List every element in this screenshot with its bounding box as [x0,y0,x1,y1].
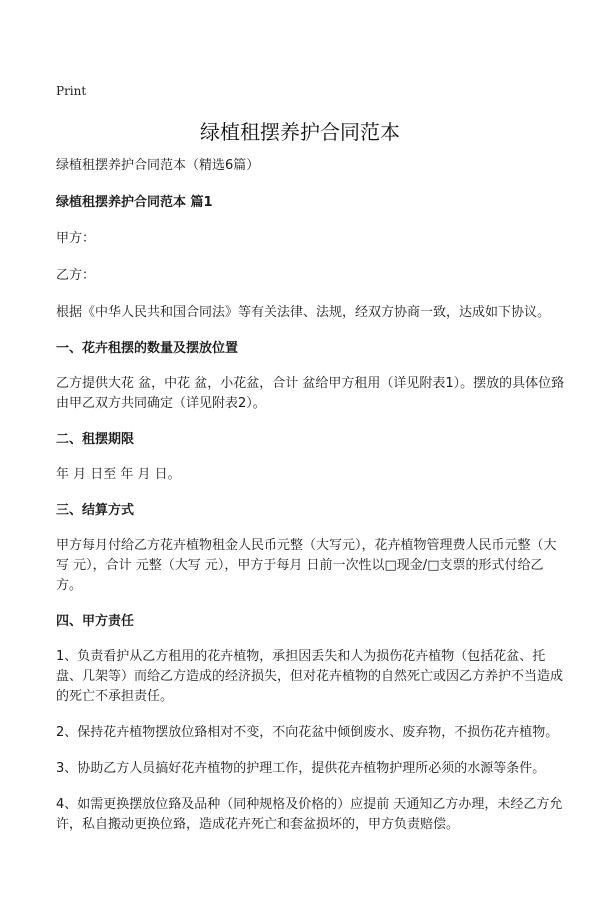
section-4-item: 4、如需更换摆放位臵及品种（同种规格及价格的）应提前 天通知乙方办理，未经乙方允许，私自搬动更换位臵，造成花卉死亡和套盆损坏的，甲方负责赔偿。 [56,797,563,832]
section-4-heading: 四、甲方责任 [56,614,135,629]
section-1-heading: 一、花卉租摆的数量及摆放位置 [56,341,239,356]
section-3-heading: 三、结算方式 [56,503,135,518]
party-a-line: 甲方： [56,231,96,246]
article-heading: 绿植租摆养护合同范本 篇1 [56,195,213,210]
document-title: 绿植租摆养护合同范本 [200,120,400,144]
intro-paragraph: 根据《中华人民共和国合同法》等有关法律、法规，经双方协商一致，达成如下协议。 [56,305,551,320]
document-body [56,156,566,835]
document-subtitle: 绿植租摆养护合同范本（精选6篇） [56,158,260,173]
section-4-item: 3、协助乙方人员搞好花卉植物的护理工作，提供花卉植物护理所必须的水源等条件。 [56,761,546,776]
section-2-body: 年 月 日至 年 月 日。 [56,467,181,482]
section-1-body: 乙方提供大花 盆，中花 盆，小花盆，合计 盆给甲方租用（详见附表1）。摆放的具体位臵由甲乙双方共同确定（详见附表2）。 [56,376,565,411]
section-2-heading: 二、租摆期限 [56,432,135,447]
section-4-item: 1、负责看护从乙方租用的花卉植物，承担因丢失和人为损伤花卉植物（包括花盆、托盘、几架等）而给乙方造成的经济损失，但对花卉植物的自然死亡或因乙方养护不当造成的死亡不承担责任。 [56,649,564,704]
print-label: Print [56,84,87,98]
party-b-line: 乙方： [56,268,96,283]
section-3-body: 甲方每月付给乙方花卉植物租金人民币元整（大写元），花卉植物管理费人民币元整（大写 元），合计 元整（大写 元），甲方于每月 日前一次性以□现金/□支票的形式付给乙方。 [56,538,557,593]
section-4-item: 2、保持花卉植物摆放位臵相对不变，不向花盆中倾倒废水、废弃物，不损伤花卉植物。 [56,725,559,740]
